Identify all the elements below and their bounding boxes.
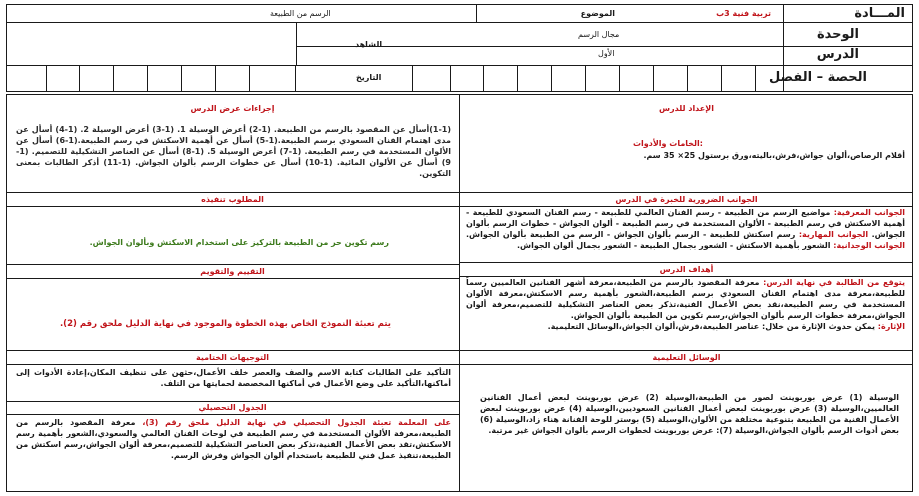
period-cell[interactable]: [450, 65, 484, 92]
lesson-value: الأول: [598, 49, 615, 58]
period-cell[interactable]: [654, 65, 688, 92]
period-cell[interactable]: [484, 65, 518, 92]
objectives-text: معرفة المقصود بالرسم من الطبيعة،معرفة أشهر الفنانين العالميين رسماً للطبيعة،معرفة مدى اهتمام الفنان السعودي برسم الطبيعة،الشعور بأهمية رسم الاسكتش،معرفة الألوان المستخدمة في رسم الطبيعة،نقد بعض الأعمال الفنية،تذكر بعض العناصر التشكيلية للتصميم،معرفة ألوان الجواش،معرفة خطوات الرسم بألوان الجواش،رسم تكوين من الطبيعة بألوان الجواش.: [466, 278, 905, 320]
aids-title: الوسائل التعليمية: [652, 353, 721, 362]
aids-section: [460, 350, 913, 492]
date-cell[interactable]: [182, 65, 216, 92]
achievement-text: معرفة المقصود بالرسم من الطبيعة،معرفة الألوان المستخدمة في رسم الطبيعة في لوحات الفنان العالمي والسعودي،الشعور بأهمية رسم الاسكتش،تقد بعض الأعمال الفنية،تذكر بعض العناصر التشكيلية للتصميم،معرفة ألوان الجواش،رسم اسكتش من الطبيعة،تنفيذ عمل فني للطبيعة باستخدام ألوان الجواش وفرش الرسم.: [16, 418, 451, 460]
closing-section: [6, 350, 459, 400]
unit-value: مجال الرسم: [578, 30, 620, 39]
achievement-section: [6, 401, 459, 492]
achievement-body: [16, 417, 451, 461]
affective-text: الشعور بأهمية الاسكتش - الشعور بجمال الطبيعة - الشعور بجمال ألوان الجواش.: [517, 241, 831, 250]
lesson-label: الدرس: [816, 47, 859, 62]
date-cell[interactable]: [148, 65, 182, 92]
closing-title: التوجيهات الختامية: [195, 353, 270, 362]
period-cell[interactable]: [722, 65, 756, 92]
motivation-text: يمكن حدوث الإثارة من خلال: عناصر الطبيعة،فرش،ألوان الجواش،الوسائل التعليمية.: [547, 322, 875, 331]
aids-text: الوسيلة (1) عرض بوربوينت لصور من الطبيعة،الوسيلة (2) عرض بوربوينت لبعض أعمال الفنانين العالميين،الوسيلة (3) عرض بوربوينت لبعض أعمال الفنانين السعوديين،الوسيلة (4) عرض بوربوينت لبعض الأعمال الفنية من الطبيعة بتنوعية مختلفة من الألوان،الوسيلة (5) بوستر للوحة الفنانة هناء زاد،الوسيلة (6) بعض أدوات الرسم بألوان الجواش،الوسيلة (7): عرض بوربوينت لخطوات الرسم بألوان الجواش غير مرتبة.: [480, 393, 900, 435]
period-cell[interactable]: [552, 65, 586, 92]
period-label: الحصة – الفصل: [768, 70, 867, 85]
subject-value-cell: [654, 4, 784, 23]
date-period-divider: [412, 65, 413, 92]
subject-label-cell: [783, 4, 913, 23]
divider: [6, 414, 459, 415]
period-cell[interactable]: [620, 65, 654, 92]
objectives-label: يتوقع من الطالبة في نهاية الدرس:: [763, 278, 906, 287]
prep-title: الإعداد للدرس: [659, 104, 714, 113]
skills-label: الجوانب المهارية:: [798, 230, 869, 239]
period-cell[interactable]: [586, 65, 620, 92]
aspects-title: الجوانب الضرورية للخبرة في الدرس: [615, 195, 758, 204]
date-cell[interactable]: [250, 65, 296, 92]
motivation-label: الإثارة:: [877, 322, 905, 331]
period-cell[interactable]: [688, 65, 722, 92]
achievement-title: الجدول التحصيلي: [198, 403, 267, 412]
objectives-body: [466, 277, 905, 332]
required-title: المطلوب تنفيذه: [201, 195, 264, 204]
prep-section: [460, 94, 913, 192]
achievement-red-text: على المعلمة تعبئة الجدول التحصيلي في نهاية الدليل ملحق رقم (3)،: [142, 418, 451, 427]
evaluation-section: [6, 264, 459, 348]
cognitive-text: مواضيع الرسم من الطبيعة - رسم الفنان العالمي للطبيعة - رسم الفنان السعودي للطبيعة - أهمية الاسكتش في رسم الطبيعة - الألوان المستخدمة في رسم الطبيعة - ألوان الجواش - خطوات الرسم بألوان الجواش.: [466, 208, 905, 239]
required-text: رسم تكوين حر من الطبيعة بالتركيز على استخدام الاسكتش وبألوان الجواش.: [89, 238, 389, 247]
evaluation-title: التقييم والتقويم: [200, 267, 265, 276]
evaluation-text: يتم تعبئة النموذج الخاص بهذه الخطوة والموجود في نهاية الدليل ملحق رقم (2).: [59, 319, 391, 329]
witness-cell: [296, 22, 297, 66]
period-cell[interactable]: [518, 65, 552, 92]
subject-label: المـــادة: [854, 6, 905, 21]
affective-label: الجوانب الوجدانية:: [833, 241, 905, 250]
required-section: [6, 192, 459, 262]
procedures-text: (1-1)أسأل عن المقصود بالرسم من الطبيعة. (1-2) أعرض الوسيلة 1. (1-3) أعرض الوسيلة 2. (1-4) أسأل عن مدى اهتمام الفنان السعودي برسم الطبيعة.(1-5) أسأل عن أهمية الاسكتش في رسم الطبيعة.(1-6) أسأل عن الألوان المستخدمة في رسم الطبيعة. (1-7) أعرض الوسيلة 5. (1-8) أسأل عن العناصر التشكيلية للتصميم. (1-9) أسأل عن الألوان المائية. (1-10) أسأل عن خطوات الرسم بألوان الجواش. (1-11) أذكر الطالبات بمعنى التكوين.: [16, 125, 452, 178]
cognitive-label: الجوانب المعرفية:: [833, 208, 905, 217]
divider: [6, 278, 459, 279]
witness-label: الشاهد: [355, 40, 383, 49]
aspects-section: [460, 192, 913, 262]
date-label: التاريخ: [356, 73, 382, 82]
skills-text: رسم اسكتش للطبيعة - الرسم بألوان الجواش - الرسم من الطبيعة بألوان الجواش.: [466, 230, 796, 239]
subject-value: تربية فنية 3ب: [716, 9, 771, 18]
objectives-section: [460, 262, 913, 348]
date-cell[interactable]: [216, 65, 250, 92]
date-cell[interactable]: [46, 65, 80, 92]
closing-text: التأكيد على الطالبات كتابة الاسم والصف والعصر خلف الأعمال،حثهن على تنظيف المكان،إعادة الأدوات إلى أماكنها،التأكيد على وضع الأعمال في أماكنها المخصصة لحمايتها من التلف.: [16, 368, 451, 388]
procedures-title: إجراءات عرض الدرس: [190, 104, 275, 113]
date-cell[interactable]: [80, 65, 114, 92]
topic-label: الموضوع: [580, 9, 615, 18]
procedures-section: [6, 94, 459, 190]
unit-label: الوحدة: [816, 27, 859, 42]
materials-title: الخامات والأدوات:: [632, 139, 703, 148]
aspects-body: [466, 207, 905, 251]
topic-label-cell: [476, 4, 655, 23]
date-cell[interactable]: [114, 65, 148, 92]
divider: [6, 364, 459, 365]
divider: [460, 364, 913, 365]
topic-value: الرسم من الطبيعة: [270, 9, 331, 18]
divider: [6, 206, 459, 207]
materials-text: أقلام الرصاص،ألوان جواش،فرش،باليته،ورق برستول 25× 35 سم.: [643, 151, 905, 160]
objectives-title: أهداف الدرس: [659, 265, 714, 274]
